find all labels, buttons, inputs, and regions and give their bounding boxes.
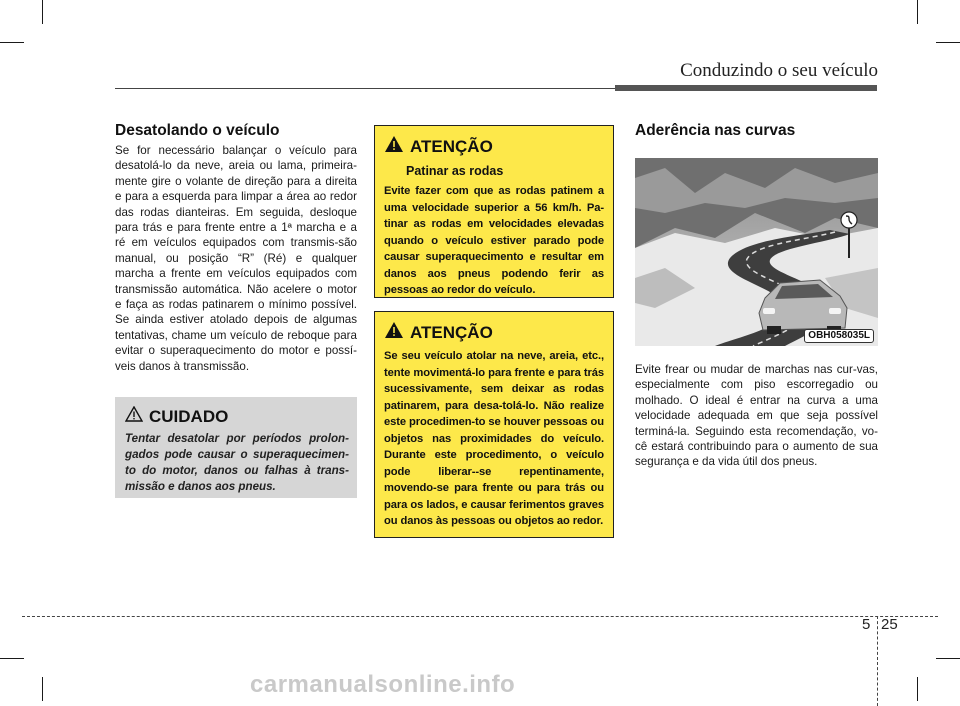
warning-subheading: Patinar as rodas xyxy=(406,164,504,178)
crop-mark xyxy=(42,0,43,24)
section-title-aderencia: Aderência nas curvas xyxy=(635,122,796,139)
caution-box xyxy=(115,397,357,498)
warning-heading-row xyxy=(384,321,493,344)
image-code-label: OBH058035L xyxy=(804,329,874,343)
chapter-title: Conduzindo o seu veículo xyxy=(680,60,878,81)
desatolando-paragraph: Se for necessário balançar o veículo para desatolá-lo da neve, areia ou lama, primeira-mente gire o volante de direção para a direita e para a esquerda para limpar a área ao redor das rodas dianteiras. Em seguida, desloque para trás e para frente entre a 1ª marcha e a ré em veículos equipados com transmis-são manual, ou posição “R” (Ré) e qualquer marcha a frente em veículos equipados com transmissão automática. Não acelere o motor e faça as rodas patinarem o mínimo possível. Se ainda estiver atolado depois de algumas tentativas, chame um veículo de reboque para evitar o superaquecimento do motor e possí-veis danos à transmissão. xyxy=(115,144,357,373)
header-rule xyxy=(115,88,615,89)
crop-mark xyxy=(42,677,43,701)
warning-heading: ATENÇÃO xyxy=(410,136,493,156)
warning-box-stuck xyxy=(374,311,614,538)
crop-mark xyxy=(917,0,918,24)
crop-mark xyxy=(0,658,24,659)
warning-text-stuck: Se seu veículo atolar na neve, areia, etc., tente movimentá-lo para frente e para trás sucessivamente, sem deixar as rodas patinarem, para desa-tolá-lo. Não realize este procedimen-to se houver pessoas ou objetos nas proximidades do veículo. Durante este procedimento, o veículo pode liberar--se repentinamente, movendo-se para frente ou para trás ou para os lados, e causar ferimentos graves ou danos às pessoas ou objetos ao redor. xyxy=(384,350,604,527)
warning-heading-row xyxy=(384,135,493,158)
chapter-number: 5 xyxy=(862,616,871,633)
caution-heading-row xyxy=(125,406,228,427)
warning-triangle-icon xyxy=(384,135,404,158)
header-rule-accent xyxy=(615,85,877,91)
warning-text-spin: Evite fazer com que as rodas patinem a uma velocidade superior a 56 km/h. Pa-tinar as rodas em velocidades elevadas quando o veículo estiver parado pode causar superaquecimento e resultar em danos aos pneus podendo ferir as pessoas ao redor do veículo. xyxy=(384,185,604,296)
crop-mark xyxy=(917,677,918,701)
aderencia-paragraph: Evite frear ou mudar de marchas nas cur-vas, especialmente com piso escorregadio ou molhado. O ideal é entrar na curva a uma velocidade adequada em que seja possível terminá-la. Seguindo esta recomendação, vo-cê estará contribuindo para o aumento de sua segurança e da vida útil dos pneus. xyxy=(635,363,878,469)
crop-mark xyxy=(0,42,24,43)
caution-text: Tentar desatolar por períodos prolon-gados pode causar o superaquecimen-to do motor, danos ou falhas à trans-missão e danos aos pneus. xyxy=(125,432,349,493)
warning-box-spin xyxy=(374,125,614,298)
caution-heading: CUIDADO xyxy=(149,406,229,426)
footer-dashed-rule xyxy=(22,616,938,617)
watermark: carmanualsonline.info xyxy=(250,671,516,698)
page-number: 25 xyxy=(881,616,898,633)
warning-heading: ATENÇÃO xyxy=(410,322,493,342)
page-number-divider xyxy=(877,616,878,706)
section-title-desatolando: Desatolando o veículo xyxy=(115,122,280,139)
warning-triangle-icon xyxy=(384,321,404,344)
warning-triangle-icon xyxy=(125,406,143,427)
crop-mark xyxy=(936,658,960,659)
crop-mark xyxy=(936,42,960,43)
curve-road-image xyxy=(635,158,878,346)
